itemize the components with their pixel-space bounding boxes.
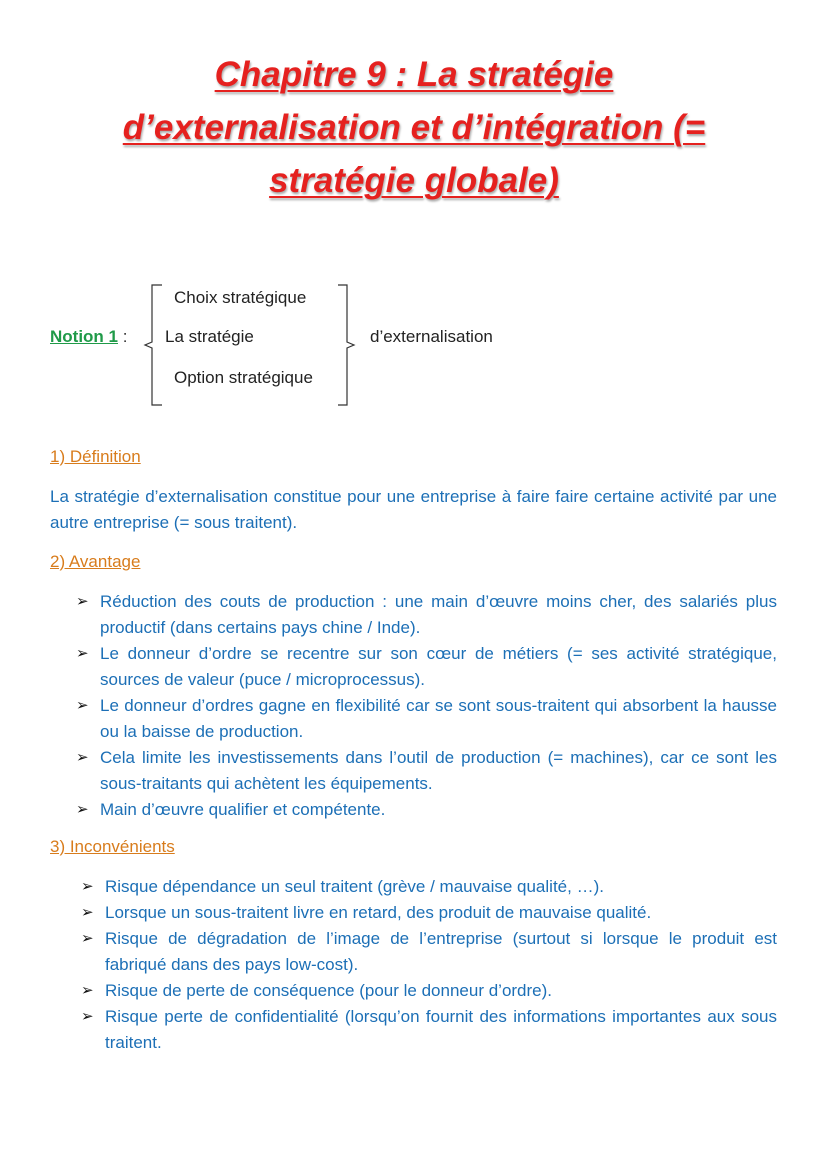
inconvenients-heading: 3) Inconvénients [50,837,175,856]
list-item: ➢ Réduction des couts de production : une main d’œuvre moins cher, des salariés plus productif (dans certains pays chine / Inde). [100,589,777,641]
avantage-list [76,589,777,823]
arrow-bullet-icon: ➢ [81,930,94,947]
arrow-bullet-icon: ➢ [76,645,89,662]
arrow-bullet-icon: ➢ [81,1008,94,1025]
notion-separator: : [118,327,128,346]
arrow-bullet-icon: ➢ [81,878,94,895]
option-strategique: Option stratégique [174,368,313,387]
definition-text: La stratégie d’externalisation constitue pour une entreprise à faire faire certaine activité par une autre entreprise (= sous traitent). [50,487,777,532]
list-item: ➢ Le donneur d’ordres gagne en flexibilité car se sont sous-traitent qui absorbent la hausse ou la baisse de production. [100,693,777,745]
list-item: ➢ Cela limite les investissements dans l’outil de production (= machines), car ce sont les sous-traitants qui achètent les équipements. [100,745,777,797]
notion-1-label: Notion 1 [50,327,118,346]
arrow-bullet-icon: ➢ [76,749,89,766]
list-item: ➢ Le donneur d’ordre se recentre sur son cœur de métiers (= ses activité stratégique, sources de valeur (puce / microprocessus). [100,641,777,693]
arrow-bullet-icon: ➢ [76,593,89,610]
list-item: ➢ Risque dépendance un seul traitent (grève / mauvaise qualité, …). [105,874,777,900]
title-line-1: Chapitre 9 : La stratégie [214,55,614,94]
arrow-bullet-icon: ➢ [81,982,94,999]
choice-strategique: Choix stratégique [174,288,307,307]
inconvenients-list [81,874,777,1056]
arrow-bullet-icon: ➢ [76,697,89,714]
title-line-2: d’externalisation et d’intégration (= [122,108,706,147]
list-item: ➢ Lorsque un sous-traitent livre en retard, des produit de mauvaise qualité. [105,900,777,926]
list-item: ➢ Risque perte de confidentialité (lorsqu’on fournit des informations importantes aux sous traitent. [105,1004,777,1056]
notion-label [50,327,127,347]
arrow-bullet-icon: ➢ [81,904,94,921]
definition-heading: 1) Définition [50,447,141,466]
page-title [60,48,768,207]
right-bracket [334,282,364,412]
left-bracket [140,282,170,412]
externalisation-suffix: d’externalisation [370,327,493,346]
arrow-bullet-icon: ➢ [76,801,89,818]
la-strategie: La stratégie [165,327,254,346]
list-item: ➢ Main d’œuvre qualifier et compétente. [100,797,777,823]
avantage-heading: 2) Avantage [50,552,141,571]
list-item: ➢ Risque de perte de conséquence (pour le donneur d’ordre). [105,978,777,1004]
title-line-3: stratégie globale) [269,161,559,200]
list-item: ➢ Risque de dégradation de l’image de l’entreprise (surtout si lorsque le produit est fabriqué dans des pays low-cost). [105,926,777,978]
